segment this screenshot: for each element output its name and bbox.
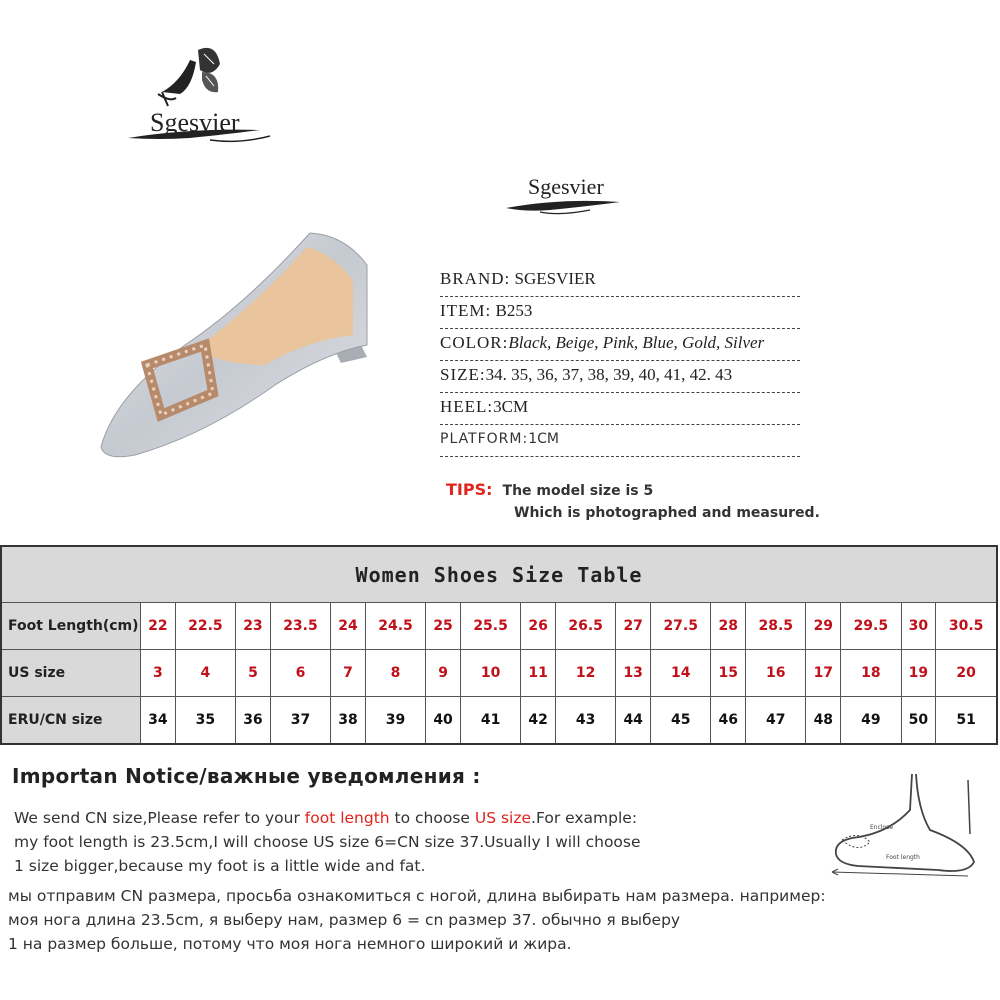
- size-cell: 13: [616, 650, 651, 697]
- size-cell: 51: [936, 697, 997, 745]
- size-cell: 39: [365, 697, 425, 745]
- size-cell: 40: [426, 697, 461, 745]
- size-cell: 26: [521, 603, 556, 650]
- size-cell: 49: [841, 697, 901, 745]
- size-table-title: Women Shoes Size Table: [1, 546, 997, 603]
- tips-line2: Which is photographed and measured.: [514, 505, 820, 521]
- tips-line1: The model size is 5: [502, 483, 654, 499]
- size-cell: 12: [556, 650, 616, 697]
- size-cell: 45: [651, 697, 711, 745]
- size-cell: 9: [426, 650, 461, 697]
- size-cell: 23.5: [270, 603, 330, 650]
- size-cell: 3: [141, 650, 176, 697]
- size-cell: 4: [175, 650, 235, 697]
- size-cell: 11: [521, 650, 556, 697]
- spec-brand: BRAND: SGESVIER: [440, 265, 800, 297]
- size-cell: 19: [901, 650, 936, 697]
- foot-measure-diagram: [818, 770, 988, 880]
- product-shoe-image: [95, 225, 385, 465]
- size-cell: 7: [331, 650, 366, 697]
- size-cell: 27: [616, 603, 651, 650]
- size-cell: 36: [236, 697, 271, 745]
- size-cell: 50: [901, 697, 936, 745]
- size-cell: 24: [331, 603, 366, 650]
- size-cell: 29: [806, 603, 841, 650]
- row-header: ERU/CN size: [1, 697, 141, 745]
- notice-english: [14, 806, 641, 878]
- brand-logo-small-text: Sgesvier: [528, 174, 604, 199]
- spec-item: ITEM: B253: [440, 297, 800, 329]
- size-cell: 14: [651, 650, 711, 697]
- size-cell: 8: [365, 650, 425, 697]
- foot-length-row: [1, 603, 997, 650]
- foot-length-highlight: foot length: [304, 809, 390, 827]
- notice-en-line3: 1 size bigger,because my foot is a little wide and fat.: [14, 857, 426, 875]
- foot-length-label: Foot length: [886, 854, 920, 861]
- size-cell: 48: [806, 697, 841, 745]
- brand-logo-text: Sgesvier: [150, 108, 240, 137]
- size-cell: 46: [711, 697, 746, 745]
- notice-russian: [8, 884, 826, 956]
- spec-color: COLOR:Black, Beige, Pink, Blue, Gold, Silver: [440, 329, 800, 361]
- size-cell: 6: [270, 650, 330, 697]
- size-cell: 41: [460, 697, 520, 745]
- size-cell: 37: [270, 697, 330, 745]
- brand-logo: [120, 42, 290, 162]
- spec-platform: PLATFORM:1CM: [440, 425, 800, 457]
- size-table: [0, 545, 998, 745]
- notice-ru-line3: 1 на размер больше, потому что моя нога немного широкий и жира.: [8, 935, 572, 953]
- row-header: US size: [1, 650, 141, 697]
- spec-heel: HEEL:3CM: [440, 393, 800, 425]
- size-cell: 5: [236, 650, 271, 697]
- size-cell: 43: [556, 697, 616, 745]
- size-cell: 35: [175, 697, 235, 745]
- size-cell: 25.5: [460, 603, 520, 650]
- size-cell: 18: [841, 650, 901, 697]
- notice-ru-line1: мы отправим CN размера, просьба ознакомиться с ногой, длина выбирать нам размера. например:: [8, 887, 826, 905]
- size-cell: 29.5: [841, 603, 901, 650]
- size-cell: 30: [901, 603, 936, 650]
- size-cell: 22.5: [175, 603, 235, 650]
- product-specs: [440, 265, 800, 457]
- row-header: Foot Length(cm): [1, 603, 141, 650]
- size-cell: 20: [936, 650, 997, 697]
- size-cell: 47: [746, 697, 806, 745]
- size-cell: 34: [141, 697, 176, 745]
- notice-ru-line2: моя нога длина 23.5cm, я выберу нам, размер 6 = cn размер 37. обычно я выберу: [8, 911, 681, 929]
- size-cell: 28.5: [746, 603, 806, 650]
- brand-logo-small: [500, 170, 630, 220]
- size-cell: 30.5: [936, 603, 997, 650]
- eu-cn-size-row: [1, 697, 997, 745]
- butterfly-heel-icon: [120, 42, 290, 162]
- notice-en-line2: my foot length is 23.5cm,I will choose US size 6=CN size 37.Usually I will choose: [14, 833, 641, 851]
- size-cell: 17: [806, 650, 841, 697]
- size-cell: 42: [521, 697, 556, 745]
- size-cell: 10: [460, 650, 520, 697]
- size-cell: 24.5: [365, 603, 425, 650]
- notice-en-line1: We send CN size,Please refer to your foot length to choose US size.For example:: [14, 809, 638, 827]
- size-cell: 27.5: [651, 603, 711, 650]
- size-cell: 38: [331, 697, 366, 745]
- size-cell: 16: [746, 650, 806, 697]
- foot-icon: [818, 770, 988, 880]
- notice-title: Importan Notice/важные уведомления :: [12, 764, 481, 788]
- us-size-row: [1, 650, 997, 697]
- size-cell: 25: [426, 603, 461, 650]
- size-cell: 22: [141, 603, 176, 650]
- size-cell: 15: [711, 650, 746, 697]
- us-size-highlight: US size: [474, 809, 532, 827]
- enclose-label: Enclose: [870, 824, 894, 831]
- size-cell: 26.5: [556, 603, 616, 650]
- size-cell: 28: [711, 603, 746, 650]
- tips: [446, 480, 820, 521]
- tips-label: TIPS:: [446, 480, 493, 499]
- size-cell: 23: [236, 603, 271, 650]
- spec-size: SIZE:34. 35, 36, 37, 38, 39, 40, 41, 42. 43: [440, 361, 800, 393]
- size-cell: 44: [616, 697, 651, 745]
